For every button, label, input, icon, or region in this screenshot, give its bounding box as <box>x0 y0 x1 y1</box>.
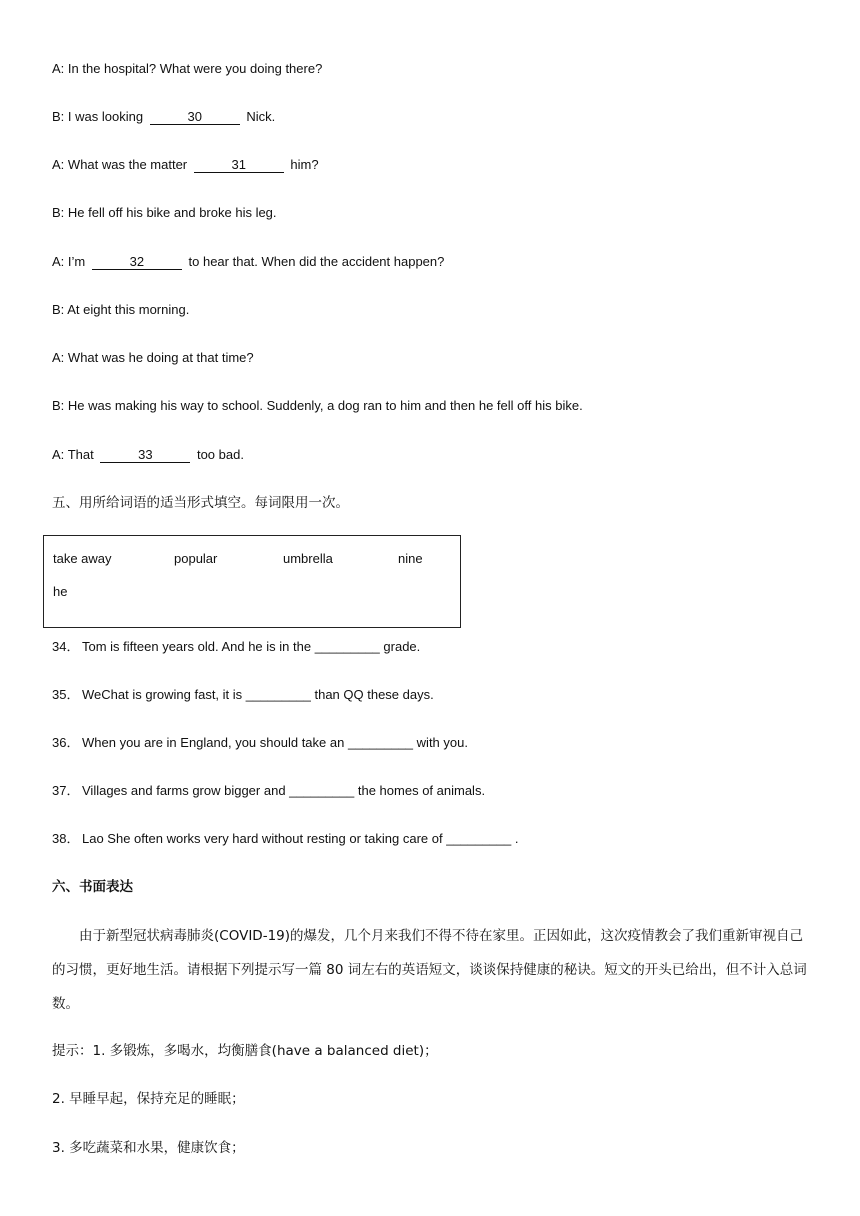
question-36: 36． When you are in England, you should take an _________ with you. <box>52 735 468 750</box>
blank-32: 32 <box>92 254 182 270</box>
question-34: 34． Tom is fifteen years old. And he is in the _________ grade. <box>52 639 421 654</box>
word-bank-box <box>43 535 461 628</box>
dialogue-line-8: B: He was making his way to school. Suddenly, a dog ran to him and then he fell off his bike. <box>52 398 583 413</box>
hint-line-1: 提示：1. 多锻炼，多喝水，均衡膳食(have a balanced diet)； <box>52 1043 438 1059</box>
question-38: 38． Lao She often works very hard without resting or taking care of _________ . <box>52 831 519 846</box>
dialogue-line-1: A: In the hospital? What were you doing there? <box>52 61 323 76</box>
answer-blank: _________ <box>446 831 512 846</box>
word-bank-item: take away <box>53 551 112 566</box>
writing-prompt-paragraph: 由于新型冠状病毒肺炎(COVID-19)的爆发，几个月来我们不得不待在家里。正因如此，这次疫情教会了我们重新审视自己的习惯，更好地生活。请根据下列提示写一篇 80 词左右的英语短文，谈谈保持健康的秘诀。短文的开头已给出，但不计入总词数。 <box>52 928 807 1012</box>
blank-31: 31 <box>194 157 284 173</box>
hint-line-3: 3. 多吃蔬菜和水果，健康饮食； <box>52 1140 245 1156</box>
dialogue-line-9: A: That 33 too bad. <box>52 447 244 462</box>
section-5-title: 五、用所给词语的适当形式填空。每词限用一次。 <box>52 495 349 511</box>
word-bank-item: he <box>53 584 68 599</box>
word-bank-item: nine <box>398 551 423 566</box>
dialogue-line-4: B: He fell off his bike and broke his leg. <box>52 205 277 220</box>
answer-blank: _________ <box>289 783 355 798</box>
dialogue-line-5: A: I’m 32 to hear that. When did the accident happen? <box>52 254 445 269</box>
blank-33: 33 <box>100 447 190 463</box>
dialogue-line-6: B: At eight this morning. <box>52 302 190 317</box>
dialogue-line-3: A: What was the matter 31 him? <box>52 157 319 172</box>
question-37: 37． Villages and farms grow bigger and _________ the homes of animals. <box>52 783 486 798</box>
question-35: 35． WeChat is growing fast, it is _________ than QQ these days. <box>52 687 434 702</box>
word-bank-item: umbrella <box>283 551 333 566</box>
answer-blank: _________ <box>314 639 380 654</box>
answer-blank: _________ <box>245 687 311 702</box>
answer-blank: _________ <box>347 735 414 750</box>
blank-30: 30 <box>150 109 240 125</box>
word-bank-item: popular <box>174 551 218 566</box>
dialogue-line-2: B: I was looking 30 Nick. <box>52 109 276 124</box>
section-6-title: 六、书面表达 <box>52 879 133 895</box>
dialogue-line-7: A: What was he doing at that time? <box>52 350 254 365</box>
hint-line-2: 2. 早睡早起，保持充足的睡眠； <box>52 1091 245 1107</box>
